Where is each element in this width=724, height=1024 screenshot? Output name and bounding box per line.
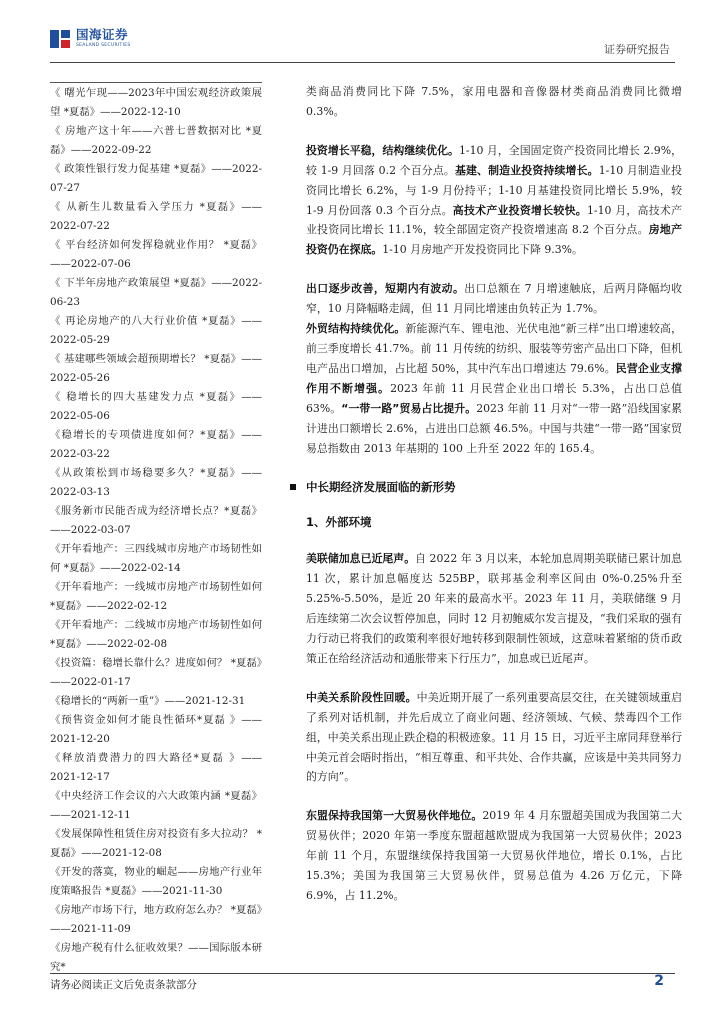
subsection-heading: 1、外部环境 [306,515,372,530]
section-heading: 中长期经济发展面临的新形势 [290,479,682,495]
bold-lead: “一带一路”贸易占比提升。 [341,401,477,415]
related-report-item[interactable]: 《 平台经济如何发挥稳就业作用？ *夏磊》——2022-07-06 [50,239,262,270]
china-us-paragraph: 中美关系阶段性回暖。中美近期开展了一系列重要高层交往，在关键领域重启了系列对话机制，并先后成立了商业问题、经济领域、气候、禁毒四个工作组，中美关系出现止跌企稳的积极迹象。11 月 15 日，习近平主席同拜登举行中美元首会晤时指出，“相互尊重、和平共处、合作共赢，应该是中美共同努力的方向”。 [306,690,682,784]
bold-lead: 投资增长平稳，结构继续优化。 [306,143,459,157]
related-report-item[interactable]: 《开年看地产：二线城市房地产市场韧性如何 *夏磊》——2022-02-08 [50,619,262,650]
fed-paragraph: 美联储加息已近尾声。自 2022 年 3 月以来，本轮加息周期美联储已累计加息 11 次，累计加息幅度达 525BP，联邦基金利率区间由 0%-0.25%升至 5.25%-5.50%，是近 20 年来的最高水平。2023 年 11 月，美联储继 9 月后连续第二次会议暂停加息，同时 12 月初鲍威尔发言提及，“我们采取的强有力行动已将我们的政策利率很好地转移到限制性领域，这意味着紧缩的货币政策正在给经济活动和通胀带来下行压力”，加息或已近尾声。 [306,552,682,665]
page-number: 2 [654,973,664,989]
logo-name-cn: 国海证券 [76,27,129,42]
bold-lead: 外贸结构持续优化。 [306,322,406,336]
related-report-item[interactable]: 《开年看地产：三四线城市房地产市场韧性如何 *夏磊》——2022-02-14 [50,543,262,574]
related-report-item[interactable]: 《 房地产这十年——六普七普数据对比 *夏磊》——2022-09-22 [50,125,262,156]
related-report-item[interactable]: 《稳增长的“两新一重”》——2021-12-31 [50,695,246,707]
related-report-item[interactable]: 《释放消费潜力的四大路径*夏磊 》——2021-12-17 [50,752,262,783]
related-report-item[interactable]: 《服务新市民能否成为经济增长点？*夏磊》——2022-03-07 [50,505,262,536]
related-report-item[interactable]: 《 稳增长的四大基建发力点 *夏磊》——2022-05-06 [50,391,262,422]
asean-paragraph: 东盟保持我国第一大贸易伙伴地位。2019 年 4 月东盟超美国成为我国第二大贸易伙伴；2020 年第一季度东盟超越欧盟成为我国第一大贸易伙伴；2023 年前 11 个月，东盟继续保持我国第一大贸易伙伴地位，增长 0.1%，占比 15.3%；美国为我国第三大贸易伙伴，贸易总值为 4.26 万亿元，下降 6.9%，占 11.2%。 [306,809,682,902]
related-report-item[interactable]: 《 曙光乍现——2023年中国宏观经济政策展望 *夏磊》——2022-12-10 [50,87,262,118]
related-reports-list [50,82,262,977]
related-report-item[interactable]: 《从政策松到市场稳要多久？*夏磊》——2022-03-13 [50,467,262,498]
main-content [306,82,682,906]
related-report-item[interactable]: 《 下半年房地产政策展望 *夏磊》——2022-06-23 [50,277,262,308]
investment-paragraph: 投资增长平稳，结构继续优化。1-10 月，全国固定资产投资同比增长 2.9%，较 1-9 月回落 0.2 个百分点。基建、制造业投资持续增长。1-10 月制造业投资同比增长 6.2%，与 1-9 月份持平；1-10 月基建投资同比增长 5.9%，较 1-9 月份回落 0.3 个百分点。高技术产业投资增长较快。1-10 月，高技术产业投资同比增长 11.1%，较全部固定资产投资增速高 8.2 个百分点。房地产投资仍在探底。1-10 月房地产开发投资同比下降 9.3%。 [306,143,682,257]
bold-lead: 高技术产业投资增长较快。 [452,203,587,217]
company-logo [50,29,131,48]
bold-lead: 出口逐步改善，短期内有波动。 [306,282,465,296]
related-report-item[interactable]: 《 从新生儿数量看入学压力 *夏磊》——2022-07-22 [50,201,262,232]
header-divider [50,62,675,63]
related-report-item[interactable]: 《 再论房地产的八大行业价值 *夏磊》——2022-05-29 [50,315,262,346]
logo-name-en: SEALAND SECURITIES [76,42,131,48]
bold-lead: 民营企业支撑作用不断增强。 [306,361,682,395]
related-report-item[interactable]: 《中央经济工作会议的六大政策内涵 *夏磊》——2021-12-11 [50,790,262,821]
logo-mark-icon [50,30,72,48]
footer-disclaimer: 请务必阅读正文后免责条款部分 [50,979,197,991]
related-report-item[interactable]: 《房地产税有什么征收效果？——国际版本研究* [50,942,262,973]
related-report-item[interactable]: 《预售资金如何才能良性循环*夏磊 》——2021-12-20 [50,714,262,745]
bold-lead: 美联储加息已近尾声。 [306,552,416,566]
related-report-item[interactable]: 《开年看地产：一线城市房地产市场韧性如何 *夏磊》——2022-02-12 [50,581,262,612]
document-type: 证券研究报告 [604,43,670,56]
export-paragraph: 出口逐步改善，短期内有波动。出口总额在 7 月增速触底，后两月降幅均收窄，10 月降幅略走阔，但 11 月同比增速由负转正为 1.7%。 外贸结构持续优化。新能源汽车、锂电池、光伏电池“新三样”出口增速较高，前三季度增长 41.7%。前 11 月传统的纺织、服装等劳密产品出口下降，但机电产品出口增加，占比超 50%，其中汽车出口增速达 79.6%。民营企业支撑作用不断增强。2023 年前 11 月民营企业出口增长 5.3%，占出口总值 63%。“一带一路”贸易占比提升。2023 年前 11 月对“一带一路”沿线国家累计进出口额增长 2.6%，占进出口总额 46.5%。中国与共建“一带一路”国家贸易总指数由 2013 年基期的 100 上升至 2022 年的 165.4。 [306,282,682,455]
bold-lead: 房地产投资仍在探底。 [306,223,682,257]
related-report-item[interactable]: 《稳增长的专项债进度如何？*夏磊》——2022-03-22 [50,429,262,460]
footer-divider [50,973,675,974]
related-report-item[interactable]: 《发展保障性租赁住房对投资有多大拉动？ *夏磊》——2021-12-08 [50,828,262,859]
consumption-paragraph-tail: 类商品消费同比下降 7.5%，家用电器和音像器材类商品消费同比微增 0.3%。 [306,85,682,118]
related-report-item[interactable]: 《开发的落寞，物业的崛起——房地产行业年度策略报告 *夏磊》——2021-11-30 [50,866,262,897]
bold-lead: 基建、制造业投资持续增长。 [454,163,599,177]
related-report-item[interactable]: 《 政策性银行发力促基建 *夏磊》——2022-07-27 [50,163,262,194]
related-report-item[interactable]: 《投资篇：稳增长靠什么？进度如何？ *夏磊》——2022-01-17 [50,657,262,688]
square-bullet-icon [290,484,296,490]
bold-lead: 中美关系阶段性回暖。 [306,690,417,704]
page-header [0,0,724,60]
related-report-item[interactable]: 《 基建哪些领域会超预期增长？ *夏磊》——2022-05-26 [50,353,262,384]
related-report-item[interactable]: 《房地产市场下行，地方政府怎么办？ *夏磊》——2021-11-09 [50,904,262,935]
bold-lead: 东盟保持我国第一大贸易伙伴地位。 [306,809,483,823]
